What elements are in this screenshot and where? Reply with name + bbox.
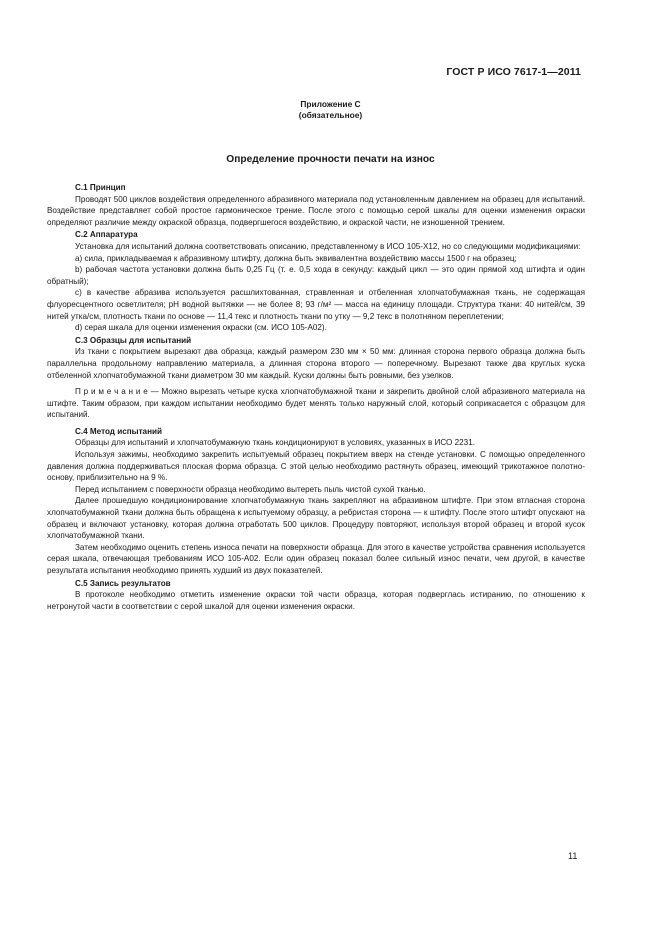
section-c3-note: П р и м е ч а н и е — Можно вырезать четыре куска хлопчатобумажной ткани и закрепить двойной слой абразивного материала на штифте. Таким образом, при каждом испытании необходимо будет менять только наружный слой, который соприкасается с образцом для испытаний. [47,387,585,420]
appendix-label: Приложение С [300,99,361,109]
appendix-label-block [0,99,661,121]
page-number: 11 [568,851,578,861]
standard-header: ГОСТ Р ИСО 7617-1—2011 [446,66,581,78]
section-c4-paragraph-3: Перед испытанием с поверхности образца необходимо вытереть пыль чистой сухой тканью. [75,484,426,494]
section-c1-paragraph: Проводят 500 циклов воздействия определенного абразивного материала под установленным давлением на образец для испытаний. Воздействие представляет собой простое гармоническое трение. После этого с помощью серой шкалы для оценки изменения окраски определяют различие между окраской образца, подвергшегося воздействию, и окраской части, не изношенной трением. [47,194,585,227]
section-heading-c3: С.3 Образцы для испытаний [75,335,192,345]
appendix-content [47,182,585,612]
section-c3-paragraph: Из ткани с покрытием вырезают два образца, каждый размером 230 мм × 50 мм: длинная сторона первого образца должна быть параллельна продольному направлению материала, а длинная сторона второго — поперечному. Вырезают также два круглых куска отбеленной хлопчатобумажной ткани диаметром 30 мм каждый. Куски должны быть ровными, без узелков. [47,347,585,380]
section-c2-item-d: d) серая шкала для оценки изменения окраски (см. ИСО 105-A02). [75,323,327,333]
section-heading-c5: С.5 Запись результатов [75,578,171,588]
appendix-status: (обязательное) [298,110,363,120]
section-c2-intro: Установка для испытаний должна соответствовать описанию, представленному в ИСО 105-X12, но со следующими модификациями: [75,241,581,251]
section-c4-paragraph-2: Используя зажимы, необходимо закрепить испытуемый образец покрытием вверх на стенде установки. С помощью определенного давления должна поддерживаться плоская форма образца. С этой целью необходимо растянуть образец, имеющий трикотажное полотно-основу, приблизительно на 9 %. [47,450,585,483]
section-c4-paragraph-1: Образцы для испытаний и хлопчатобумажную ткань кондиционируют в условиях, указанных в ИСО 2231. [75,438,475,448]
section-c4-paragraph-5: Затем необходимо оценить степень износа печати на поверхности образца. Для этого в качестве устройства сравнения используется серая шкала, отвечающая требованиям ИСО 105-A02. Если один образец показал более сильный износ печати, чем другой, в качестве результата испытания необходимо принять худший из двух показателей. [47,542,585,575]
section-heading-c2: С.2 Аппаратура [75,230,138,240]
section-c4-paragraph-4: Далее прошедшую кондиционирование хлопчатобумажную ткань закрепляют на абразивном штифте. При этом втласная сторона хлопчатобумажной ткани должна быть обращена к испытуемому образцу, а ребристая сторона — к штифту. После этого штифт опускают на образец и включают установку, которая должна отработать 500 циклов. Процедуру повторяют, используя второй образец и второй кусок хлопчатобумажной ткани. [47,496,585,541]
section-c2-item-c: c) в качестве абразива используется расшлихтованная, стравленная и отбеленная хлопчатобумажная ткань, не содержащая флуоресцентного осветлителя; pH водной вытяжки — не более 8; 93 г/м² — масса на единицу площади. Структура ткани: 40 нитей/см, 39 нитей утка/см, плотность ткани по основе — 11,4 текс и плотность ткани по утку — 9,2 текс в полотняном переплетении; [47,288,585,321]
section-c2-item-b: b) рабочая частота установки должна быть 0,25 Гц (т. е. 0,5 хода в секунду: каждый цикл — это один прямой ход штифта и один обратный); [47,265,585,286]
section-c2-item-a: a) сила, прикладываемая к абразивному штифту, должна быть эквивалентна воздействию массы 1500 г на образец; [75,253,517,263]
appendix-title: Определение прочности печати на износ [226,154,435,165]
section-heading-c4: С.4 Метод испытаний [75,426,162,436]
section-heading-c1: С.1 Принцип [75,183,126,192]
section-c5-paragraph: В протоколе необходимо отметить изменение окраски той части образца, которая подверглась истиранию, по отношению к нетронутой части в соответствии с серой шкалой для оценки изменения окраски. [47,590,585,611]
